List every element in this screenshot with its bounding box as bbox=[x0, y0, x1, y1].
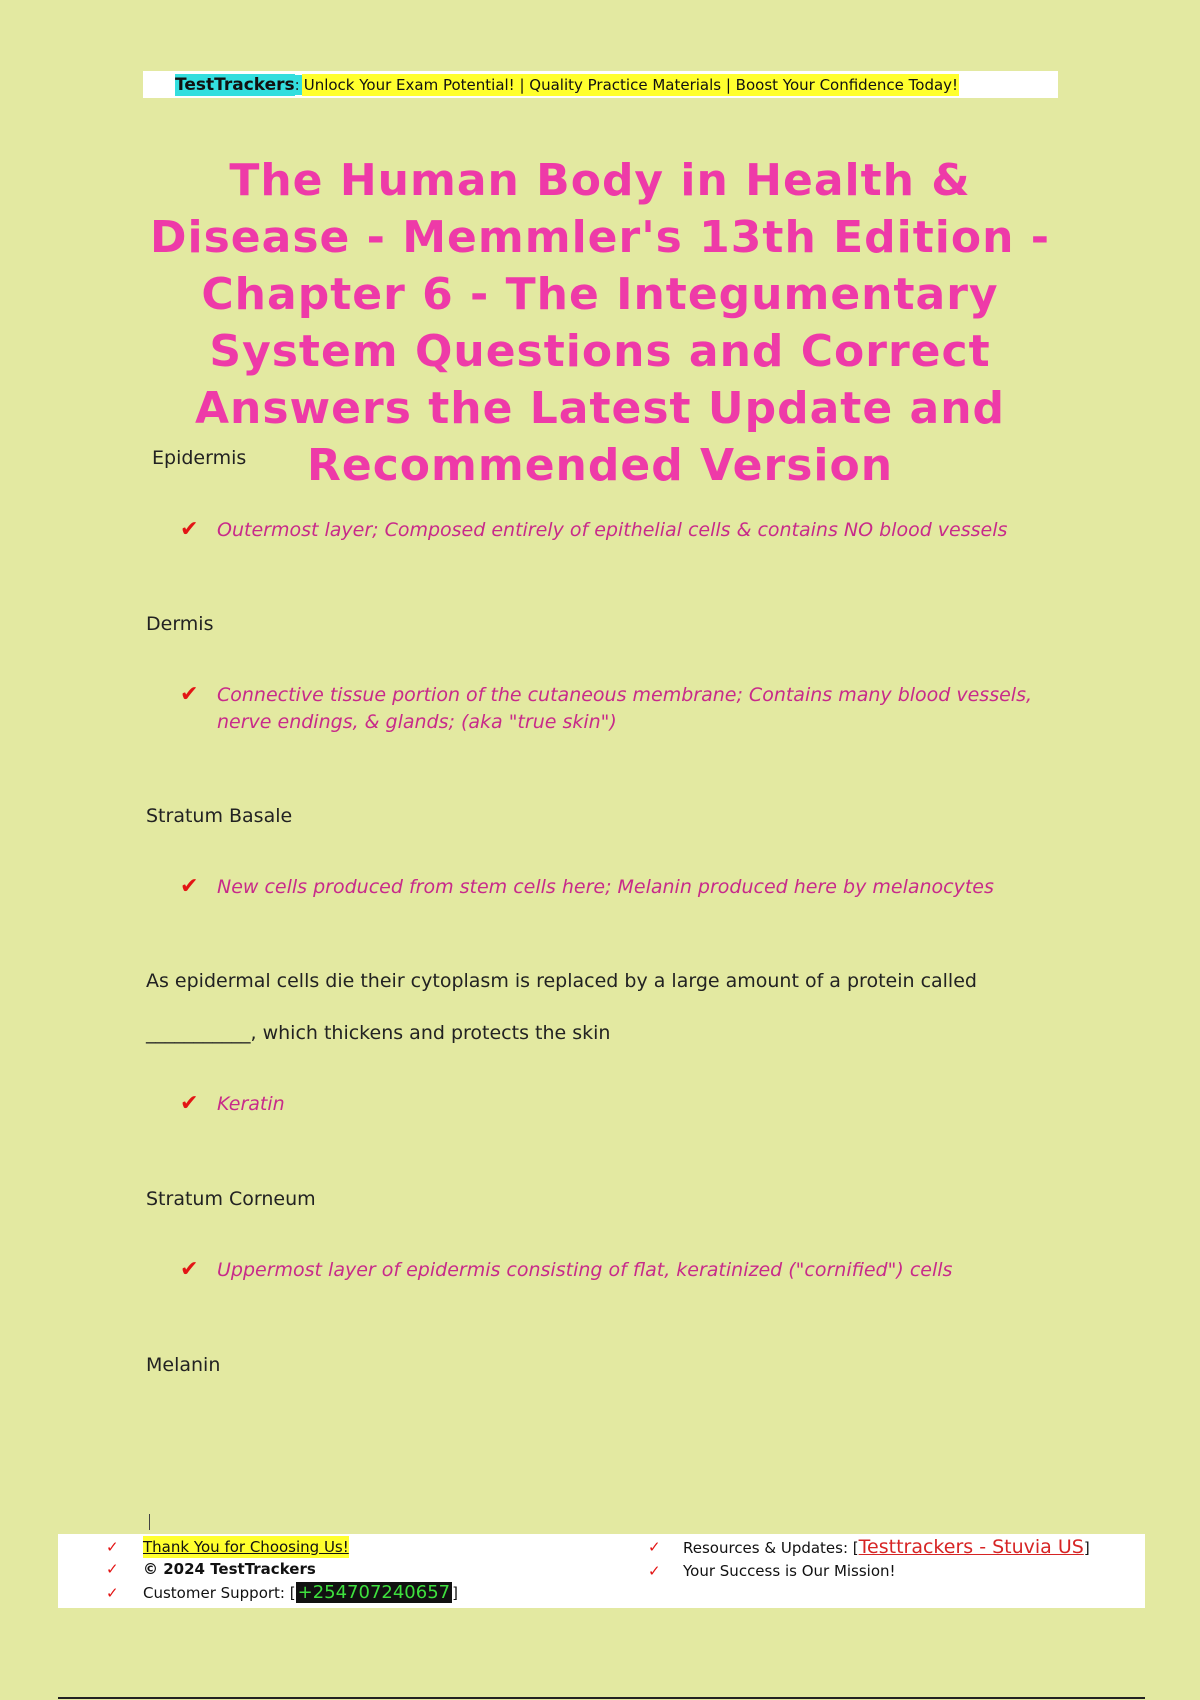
answer-item bbox=[180, 1257, 1060, 1284]
checkmark-icon: ✔ bbox=[180, 1091, 199, 1116]
answer-text: New cells produced from stem cells here; Melanin produced here by melanocytes bbox=[217, 876, 994, 898]
question-text: Stratum Basale bbox=[146, 805, 293, 827]
brand-name: TestTrackers bbox=[175, 74, 295, 95]
checkmark-icon: ✔ bbox=[180, 517, 199, 542]
header-banner bbox=[143, 71, 1058, 98]
brand-colon: : bbox=[294, 75, 300, 94]
checkmark-icon: ✓ bbox=[106, 1560, 119, 1578]
checkmark-icon: ✔ bbox=[180, 1257, 199, 1282]
question-text: Dermis bbox=[146, 613, 214, 635]
resources-label: Resources & Updates: [ bbox=[683, 1539, 859, 1557]
page-title: The Human Body in Health & Disease - Memmler's 13th Edition - Chapter 6 - The Integumentary System Questions and Correct Answers the Latest Update and Recommended Version bbox=[150, 155, 1050, 491]
answer-text: Keratin bbox=[217, 1093, 285, 1115]
question-text: Stratum Corneum bbox=[146, 1188, 316, 1210]
support-close-bracket: ] bbox=[452, 1584, 458, 1602]
resources-close-bracket: ] bbox=[1083, 1539, 1090, 1557]
page-bottom-rule bbox=[58, 1697, 1145, 1699]
checkmark-icon: ✔ bbox=[180, 874, 199, 899]
question-text: As epidermal cells die their cytoplasm is replaced by a large amount of a protein called bbox=[146, 970, 977, 992]
answer-item bbox=[180, 517, 1060, 544]
answer-text: Uppermost layer of epidermis consisting of flat, keratinized ("cornified") cells bbox=[217, 1259, 953, 1281]
copyright-text: © 2024 TestTrackers bbox=[143, 1560, 316, 1578]
footer-box bbox=[58, 1534, 1145, 1608]
checkmark-icon: ✓ bbox=[106, 1584, 119, 1602]
answer-text: Connective tissue portion of the cutaneous membrane; Contains many blood vessels, nerve endings, & glands; (aka "true skin") bbox=[217, 684, 1033, 733]
question-text: Melanin bbox=[146, 1354, 221, 1376]
checkmark-icon: ✓ bbox=[106, 1538, 119, 1556]
answer-text: Outermost layer; Composed entirely of epithelial cells & contains NO blood vessels bbox=[217, 519, 1008, 541]
thanks-text: Thank You for Choosing Us! bbox=[143, 1538, 349, 1556]
answer-item bbox=[180, 874, 1060, 901]
question-text-continued: ___________, which thickens and protects the skin bbox=[146, 1022, 611, 1044]
banner-tagline: Unlock Your Exam Potential! | Quality Practice Materials | Boost Your Confidence Today! bbox=[303, 75, 959, 94]
checkmark-icon: ✔ bbox=[180, 682, 199, 707]
resources-line bbox=[683, 1536, 1090, 1559]
checkmark-icon: ✓ bbox=[648, 1538, 661, 1556]
answer-item bbox=[180, 1091, 1060, 1118]
checkmark-icon: ✓ bbox=[648, 1562, 661, 1580]
question-text: Epidermis bbox=[152, 447, 247, 469]
support-label: Customer Support: [ bbox=[143, 1584, 296, 1602]
answer-item bbox=[180, 682, 1060, 736]
support-phone-link[interactable]: +254707240657 bbox=[297, 1582, 451, 1603]
resources-link[interactable]: Testtrackers - Stuvia US bbox=[858, 1536, 1084, 1558]
mission-text: Your Success is Our Mission! bbox=[683, 1562, 896, 1580]
support-line bbox=[143, 1582, 458, 1604]
text-cursor bbox=[149, 1514, 150, 1530]
